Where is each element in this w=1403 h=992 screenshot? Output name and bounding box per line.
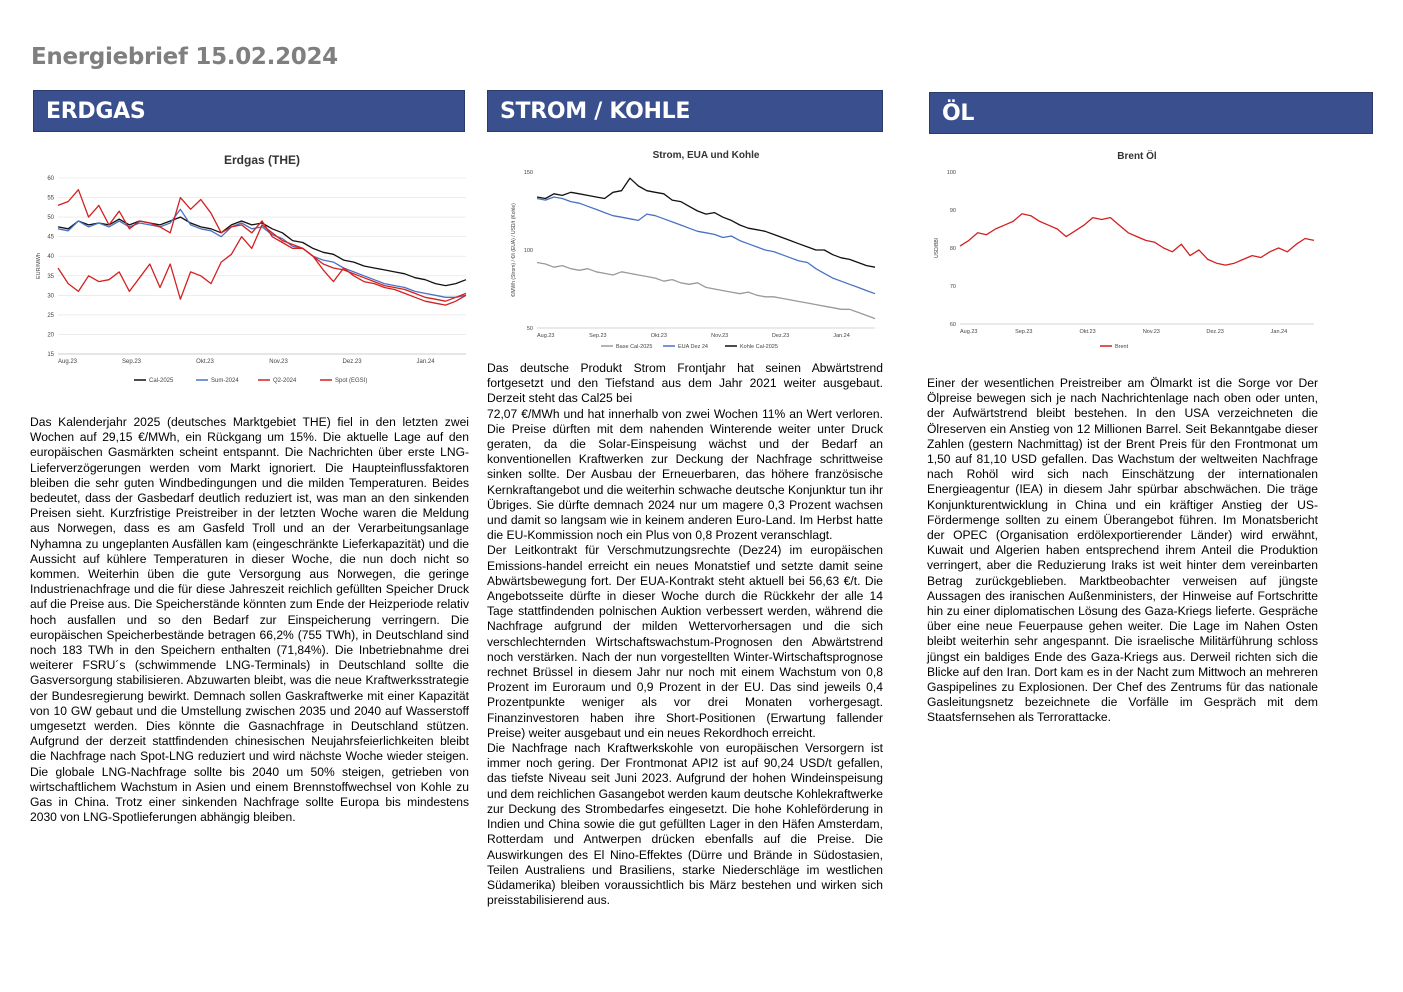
y-tick-label: 30 [47,293,54,300]
section-header-oel: ÖL [929,92,1373,134]
chart-brent [928,142,1318,355]
y-tick-label: 15 [47,352,54,358]
page-title: Energiebrief 15.02.2024 [31,44,338,70]
legend-label: Base Cal-2025 [616,344,653,350]
paragraph: Die Nachfrage nach Kraftwerkskohle von europäischen Versorgern ist immer noch gering. Der Frontmonat API2 ist auf 90,24 USD/t gefallen, das tiefste Niveau seit Juni 2023. Aufgrund der hohen Windeinspeisung und dem reichlichen Gasangebot werden kaum deutsche Kohlekraftwerke zur Deckung des Strombedarfes eingesetzt. Die hohe Kohleförderung in Indien und China sowie die gut gefüllten Lager in den Häfen Amsterdam, Rotterdam und Antwerpen drücken ebenfalls auf die Preise. Die Auswirkungen des El Nino-Effektes (Dürre und Brände in Südostasien, Teilen Australiens und Brasiliens, starke Niederschläge im westlichen Südamerika) bleiben voraussichtlich bis März bestehen und wirken sich preisstabilisierend aus. [487,741,883,908]
x-tick-label: Okt.23 [1079,329,1096,335]
y-tick-label: 55 [47,195,54,202]
y-tick-label: 60 [949,322,956,328]
y-axis-label: USD/BBl [934,238,940,258]
chart-title: Brent Öl [1117,151,1157,162]
x-tick-label: Jan.24 [833,333,850,339]
series-line-brent [960,214,1314,265]
paragraph: Der Leitkontrakt für Verschmutzungsrechte (Dez24) im europäischen Emissions-handel erreicht ein neues Monatstief und setzte damit seine Abwärtsbewegung fort. Der EUA-Kontrakt steht aktuell bei 56,63 €/t. Die Angebotsseite dürfte in dieser Woche durch die Rückkehr der alle 14 Tage stattfindenden polnischen Auktion verbessert werden, während die Nachfrage aufgrund der milden Wettervorhersagen und die sich verschlechternden Wirtschaftswachstum-Prognosen den Abwärtstrend noch verstärken. Nach der nun vorgestellten Winter-Wirtschaftsprognose rechnet Brüssel in diesem Jahr nur noch mit einem Wachstum von 0,8 Prozent im Euroraum und 0,9 Prozent in der EU. Das sind jeweils 0,4 Prozentpunkte weniger als vor drei Monaten vorhergesagt. Finanzinvestoren haben ihre Short-Positionen (Erwartung fallender Preise) weiter ausgebaut und ein neues Rekordhoch erreicht. [487,543,883,740]
x-tick-label: Aug.23 [58,359,78,365]
y-tick-label: 50 [47,215,54,222]
section-header-erdgas: ERDGAS [33,90,465,132]
text-erdgas [30,415,469,825]
x-tick-label: Sep.23 [1015,329,1033,335]
y-tick-label: 100 [523,248,533,254]
y-tick-label: 50 [526,326,533,332]
x-tick-label: Dez.23 [342,359,362,365]
paragraph: Einer der wesentlichen Preistreiber am Ölmarkt ist die Sorge vor Der Ölpreise bewegen sich je nach Nachrichtenlage nach oben oder unten, der Aufwärtstrend bleibt bestehen. In den USA verzeichneten die Ölreserven ein Anstieg von 12 Millionen Barrel. Seit Bekanntgabe dieser Zahlen (gestern Nachmittag) ist der Brent Preis für den Frontmonat um 1,50 auf 81,10 USD gefallen. Das Wachstum der weltweiten Nachfrage nach Rohöl wird sich nach Einschätzung der internationalen Energieagentur (IEA) in diesem Jahr spürbar abschwächen. Die träge Konjunkturentwicklung in China und ein kräftiger Anstieg der US-Fördermenge sollten zu einem Überangebot führen. Im Monatsbericht der OPEC (Organisation erdölexportierender Länder) wird erwähnt, Kuwait und Algerien haben entsprechend ihrem Anteil die Produktion verringert, aber die Reduzierung Iraks ist weit hinter dem vereinbarten Betrag zurückgeblieben. Marktbeobachter verweisen auf jüngste Aussagen des iranischen Außenministers, der Hinweise auf Fortschritte hin zu einer diplomatischen Lösung des Gaza-Kriegs lieferte. Gespräche über eine neue Feuerpause gehen weiter. Die Lage im Nahen Osten bleibt weiterhin sehr angespannt. Die israelische Militärführung schloss jüngst ein baldiges Ende des Gaza-Kriegs aus. Derweil richten sich die Blicke auf den Iran. Dort kam es in der Nacht zum Mittwoch an mehreren Gaspipelines zu Explosionen. Der Chef des Zentrums für das nationale Gasleitungsnetz bezeichnete die Vorfälle im Gespräch mit dem Staatsfernsehen als Terrorattacke. [927,376,1318,725]
y-tick-label: 60 [47,176,54,182]
y-tick-label: 20 [47,332,54,339]
section-header-strom-kohle: STROM / KOHLE [487,90,883,132]
y-axis-label: EUR/MWh [36,253,42,279]
x-tick-label: Aug.23 [537,333,555,339]
y-tick-label: 45 [47,234,54,241]
x-tick-label: Nov.23 [711,333,729,339]
x-tick-label: Nov.23 [1142,329,1160,335]
x-tick-label: Nov.23 [269,359,288,365]
y-tick-label: 80 [949,246,956,252]
x-tick-label: Jan.24 [1270,329,1288,335]
x-tick-label: Okt.23 [650,333,667,339]
paragraph: 72,07 €/MWh und hat innerhalb von zwei Wochen 11% an Wert verloren. Die Preise dürften mit dem nahenden Winterende weiter unter Druck geraten, da die Solar-Einspeisung wächst und der Bedarf an konventionellen Kraftwerken zur Deckung der Nachfrage schrittweise sinken sollte. Der Ausbau der Erneuerbaren, das höhere französische Kernkraftangebot und die weiterhin schwache deutsche Konjunktur tun ihr Übriges. Sie dürfte demnach 2024 nur um magere 0,3 Prozent wachsen und damit so langsam wie in keinem anderen Euro-Land. Im Herbst hatte die EU-Kommission noch ein Plus von 0,8 Prozent veranschlagt. [487,406,883,543]
series-line-q2-2024 [58,190,466,302]
series-line-kohle-cal-2025 [537,178,875,267]
legend-label: Cal-2025 [149,378,174,384]
x-tick-label: Dez.23 [771,333,790,339]
legend-label: Q2-2024 [273,378,297,384]
x-tick-label: Sep.23 [121,359,142,365]
x-tick-label: Okt.23 [196,359,214,365]
series-line-base-cal-2025 [537,263,875,319]
chart-strom-svg [489,142,883,354]
x-tick-label: Jan.24 [416,359,435,365]
text-oel [927,376,1318,726]
chart-strom [489,142,883,354]
chart-brent-svg [928,142,1318,355]
x-tick-label: Aug.23 [960,329,978,335]
chart-erdgas [30,142,470,394]
chart-erdgas-svg [30,142,470,394]
legend-label: Kohle Cal-2025 [740,344,778,350]
y-tick-label: 40 [47,254,54,261]
chart-title: Erdgas (THE) [223,153,301,167]
x-tick-label: Sep.23 [589,333,607,339]
legend-label: Sum-2024 [211,378,239,384]
legend-label: EUA Dez 24 [678,344,708,350]
x-tick-label: Dez.23 [1206,329,1224,335]
y-axis-label: €/MWh (Strom) / €/t (EUA) / USD/t (Kohle) [511,203,517,297]
y-tick-label: 35 [47,273,54,280]
y-tick-label: 70 [949,284,956,290]
y-tick-label: 25 [47,312,54,319]
legend-label: Brent [1115,344,1129,350]
series-line-eua-dez-24 [537,197,875,294]
text-strom [487,361,883,908]
y-tick-label: 90 [949,208,956,214]
paragraph: Das deutsche Produkt Strom Frontjahr hat seinen Abwärtstrend fortgesetzt und den Tiefstand aus dem Jahr 2021 weiter ausgebaut. Derzeit steht das Cal25 bei [487,361,883,406]
y-tick-label: 150 [523,170,533,176]
chart-title: Strom, EUA und Kohle [652,150,760,161]
paragraph: Das Kalenderjahr 2025 (deutsches Marktgebiet THE) fiel in den letzten zwei Wochen auf 29,15 €/MWh, ein Rückgang um 15%. Die aktuelle Lage auf den europäischen Gasmärkten scheint entspannt. Die Nachrichten über erste LNG-Lieferverzögerungen werden vom Markt ignoriert. Die Haupteinflussfaktoren bleiben die sehr guten Windbedingungen und die milden Temperaturen. Beides bedeutet, dass der Gasbedarf deutlich reduziert ist, was man an den sinkenden Preisen sieht. Kurzfristige Preistreiber in der letzten Woche waren die Meldung aus Norwegen, dass es am Gasfeld Troll und an der Verarbeitungsanlage Nyhamna zu ungeplanten Ausfällen kam (eingeschränkte Lieferkapazität) und die Aussicht auf kühlere Temperaturen in dieser Woche, die nun doch nicht so kommen. Weiterhin üben die gute Versorgung aus Norwegen, die geringe Industrienachfrage und die für diese Jahreszeit reichlich gefüllten Speicher Druck auf die Preise aus. Die Speicherstände könnten zum Ende der Heizperiode relativ hoch ausfallen und so den Bedarf zur Einspeicherung verringern. Die europäischen Speicherbestände betragen 66,2% (755 TWh), in Deutschland sind noch 183 TWh in den Speichern enthalten (71,84%). Die Inbetriebnahme drei weiterer FSRU´s (schwimmende LNG-Terminals) in Deutschland sollte die Gasversorgung stabilisieren. Abzuwarten bleibt, was die neue Kraftwerksstrategie der Bundesregierung bewirkt. Demnach sollen Gaskraftwerke mit einer Kapazität von 10 GW gebaut und die Umstellung zwischen 2035 und 2040 auf Wasserstoff umgesetzt werden. Dies könnte die Gasnachfrage in Deutschland stützen. Aufgrund der derzeit stattfindenden chinesischen Neujahrsfeierlichkeiten bleibt die Nachfrage nach Spot-LNG reduziert und wird nächste Woche wieder steigen. Die globale LNG-Nachfrage sollte bis 2040 um 50% steigen, getrieben von wirtschaftlichem Wachstum in Asien und einem Brennstoffwechsel von Kohle zu Gas in China. Trotz einer sinkenden Nachfrage sollte Europa bis mindestens 2030 von LNG-Spotlieferungen abhängig bleiben. [30,415,469,825]
y-tick-label: 100 [946,170,956,176]
legend-label: Spot (EGSI) [335,378,368,384]
